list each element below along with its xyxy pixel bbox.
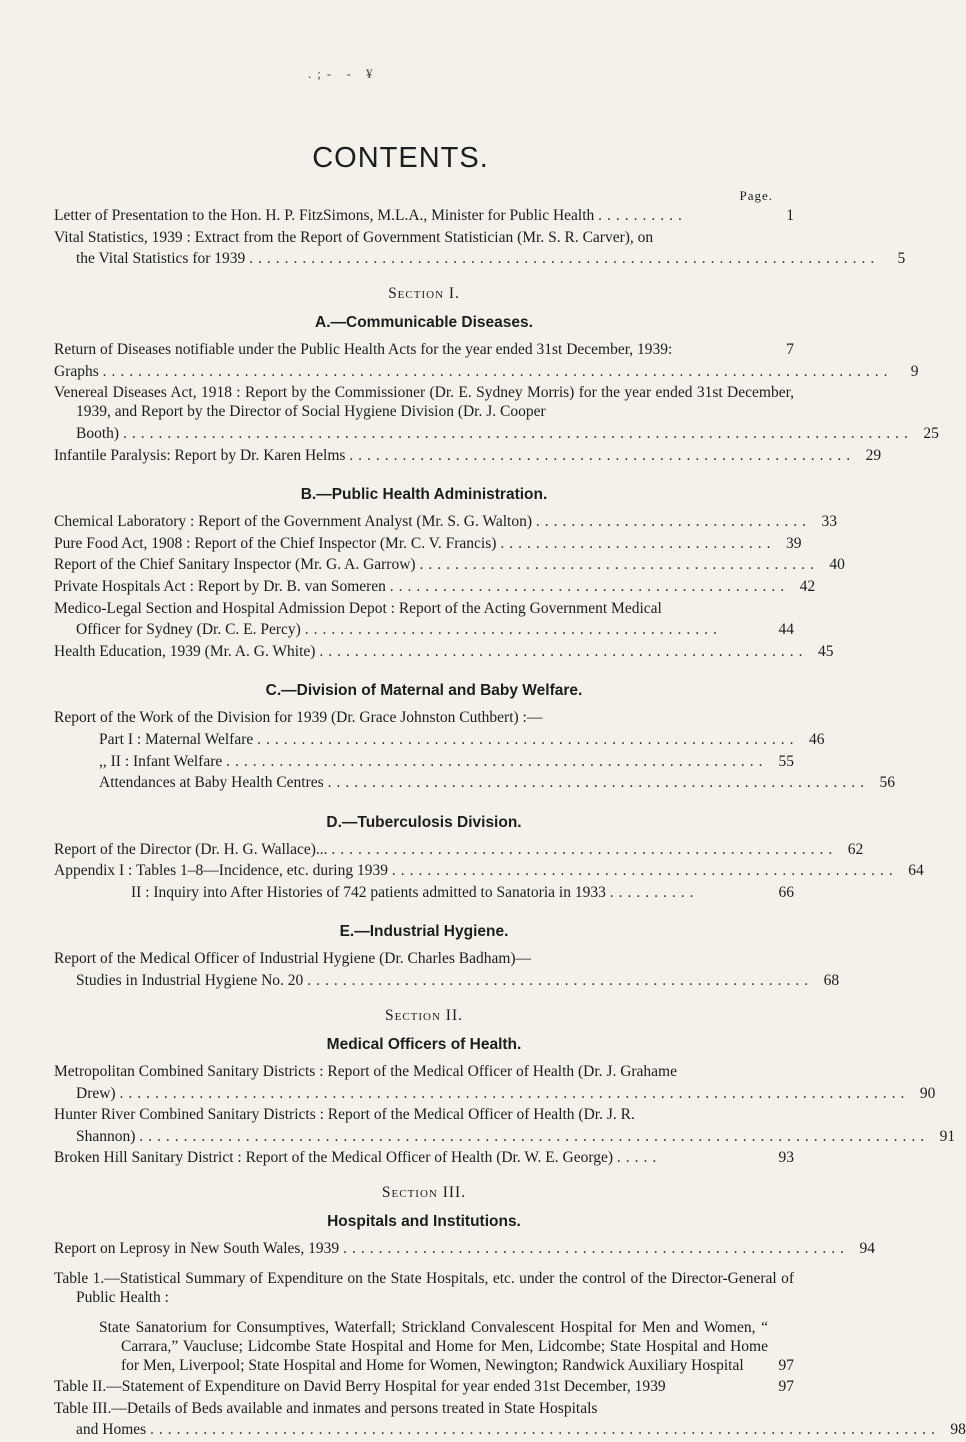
toc-entry: Broken Hill Sanitary District : Report of the Medical Officer of Health (Dr. W. E. George) ..... 93 xyxy=(54,1149,794,1167)
page-number: 98 xyxy=(950,1421,966,1439)
page-number: 64 xyxy=(908,862,924,880)
page-number: 91 xyxy=(939,1127,956,1145)
toc-entry: Health Education, 1939 (Mr. A. G. White) ....................................................... 45 xyxy=(54,642,834,660)
page-number: 7 xyxy=(786,341,794,359)
toc-entry: Private Hospitals Act : Report by Dr. B. van Someren ............................................. 42 xyxy=(54,577,816,595)
subsection-heading: E.—Industrial Hygiene. xyxy=(339,923,509,941)
toc-entry: Report of the Chief Sanitary Inspector (Mr. G. A. Garrow) ............................................. 40 xyxy=(54,556,845,574)
toc-entry: Table II.—Statement of Expenditure on David Berry Hospital for year ended 31st December, 1939 97 xyxy=(54,1378,794,1396)
page-number: 45 xyxy=(817,642,834,660)
toc-entry-text: Vital Statistics, 1939 : Extract from the Report of Government Statistician (Mr. S. R. Carver), on xyxy=(54,228,654,246)
page-number: 55 xyxy=(778,752,794,770)
subsection-heading: B.—Public Health Administration. xyxy=(300,486,548,504)
toc-entry: Pure Food Act, 1908 : Report of the Chief Inspector (Mr. C. V. Francis) ............................... 39 xyxy=(54,534,802,552)
page-number: 39 xyxy=(785,534,802,552)
toc-entry-text: Table III.—Details of Beds available and inmates and persons treated in State Hospitals xyxy=(54,1399,598,1417)
page-number: 90 xyxy=(919,1084,936,1102)
page-number: 29 xyxy=(865,446,882,464)
toc-entry-text: Report of the Work of the Division for 1939 (Dr. Grace Johnston Cuthbert) :— xyxy=(54,709,543,727)
toc-entry: Chemical Laboratory : Report of the Government Analyst (Mr. S. G. Walton) ............................... 33 xyxy=(54,513,838,531)
toc-entry: Part I : Maternal Welfare ............................................................. 46 xyxy=(99,730,825,748)
toc-entry: the Vital Statistics for 1939 ....................................................................... 5 xyxy=(76,250,906,268)
toc-entry: Graphs ......................................................................................... 9 xyxy=(54,362,919,380)
subsection-heading: C.—Division of Maternal and Baby Welfare. xyxy=(265,682,583,700)
toc-entry: Report on Leprosy in New South Wales, 1939 ......................................................... 94 xyxy=(54,1240,875,1258)
page-number: 5 xyxy=(897,250,906,268)
page-number: 33 xyxy=(821,513,838,531)
section-heading: Section II. xyxy=(384,1007,464,1025)
toc-entry: Drew) ......................................................................................... 90 xyxy=(76,1084,936,1102)
toc-entry-text: Report of the Medical Officer of Industrial Hygiene (Dr. Charles Badham)— xyxy=(54,950,532,968)
toc-entry: ,, II : Infant Welfare ............................................................. 55 xyxy=(99,752,794,770)
page-number: 46 xyxy=(809,730,825,748)
subsection-heading: Hospitals and Institutions. xyxy=(327,1213,521,1231)
toc-entry: Attendances at Baby Health Centres ............................................................. 56 xyxy=(99,774,895,792)
toc-entry-text: Metropolitan Combined Sanitary Districts : Report of the Medical Officer of Health (Dr. J. Grahame xyxy=(54,1063,677,1081)
toc-entry: Appendix I : Tables 1–8—Incidence, etc. during 1939 ......................................................... 64 xyxy=(54,862,924,880)
toc-entry: Studies in Industrial Hygiene No. 20 ......................................................... 68 xyxy=(76,972,840,990)
page-number: 9 xyxy=(910,362,919,380)
page-number: 97 xyxy=(778,1378,794,1396)
subsection-heading: Medical Officers of Health. xyxy=(326,1036,522,1054)
page-number: 62 xyxy=(847,840,864,858)
page-number: 40 xyxy=(829,556,845,574)
toc-entry: Officer for Sydney (Dr. C. E. Percy) ............................................... 44 xyxy=(76,621,794,639)
page-number: 25 xyxy=(923,424,939,442)
page-number: 56 xyxy=(879,774,895,792)
toc-entry: Return of Diseases notifiable under the Public Health Acts for the year ended 31st December, 1939: 7 xyxy=(54,341,794,359)
toc-entry: Infantile Paralysis: Report by Dr. Karen Helms ......................................................... 29 xyxy=(54,446,882,464)
toc-entry-text: Medico-Legal Section and Hospital Admission Depot : Report of the Acting Government Medical xyxy=(54,599,662,617)
section-heading: Section I. xyxy=(388,285,460,303)
toc-entry-text: Hunter River Combined Sanitary Districts : Report of the Medical Officer of Health (Dr. J. R. xyxy=(54,1106,635,1124)
toc-entry-text: Table 1.—Statistical Summary of Expenditure on the State Hospitals, etc. under the control of the Director-General of Public Health : xyxy=(54,1270,794,1307)
toc-entry-text: Venereal Diseases Act, 1918 : Report by the Commissioner (Dr. E. Sydney Morris) for the year ended 31st December, 1939, and Report by the Director of Social Hygiene Division (Dr. J. Cooper xyxy=(54,384,794,421)
page-number: 42 xyxy=(799,577,816,595)
top-marks: .;‐ ‐ ¥ xyxy=(308,66,379,81)
page-number: 68 xyxy=(823,972,840,990)
toc-entry: Letter of Presentation to the Hon. H. P. FitzSimons, M.L.A., Minister for Public Health .......... 1 xyxy=(54,207,794,224)
toc-entry: Shannon) ......................................................................................... 91 xyxy=(76,1127,956,1145)
toc-entry: State Sanatorium for Consumptives, Waterfall; Strickland Convalescent Hospital for Men and Women, “ Carrara,” Vaucluse; Lidcombe State Hospital and Home for Men, Lidcombe; State Hospital and Home for Men, Liverpool; State Hospital and Home for Women, Newington; Randwick Auxiliary Hospital 97 xyxy=(99,1318,794,1374)
section-heading: Section III. xyxy=(381,1184,467,1202)
page-title: CONTENTS. xyxy=(312,142,489,174)
page-column-heading: Page. xyxy=(739,188,773,203)
page-number: 97 xyxy=(778,1356,794,1374)
page-number: 94 xyxy=(859,1240,875,1258)
contents-list xyxy=(54,206,966,1442)
toc-entry: II : Inquiry into After Histories of 742 patients admitted to Sanatoria in 1933 .......... 66 xyxy=(131,883,794,901)
toc-entry: Report of the Director (Dr. H. G. Wallace)... ......................................................... 62 xyxy=(54,840,864,858)
page-number: 44 xyxy=(778,621,794,639)
page-number: 66 xyxy=(778,883,794,901)
toc-entry: Booth) ......................................................................................... 25 xyxy=(76,424,939,442)
toc-entry: and Homes ......................................................................................... 98 xyxy=(76,1421,966,1439)
page-number: 1 xyxy=(786,207,794,224)
subsection-heading: A.—Communicable Diseases. xyxy=(315,314,533,332)
subsection-heading: D.—Tuberculosis Division. xyxy=(326,813,522,831)
page-number: 93 xyxy=(778,1149,794,1167)
